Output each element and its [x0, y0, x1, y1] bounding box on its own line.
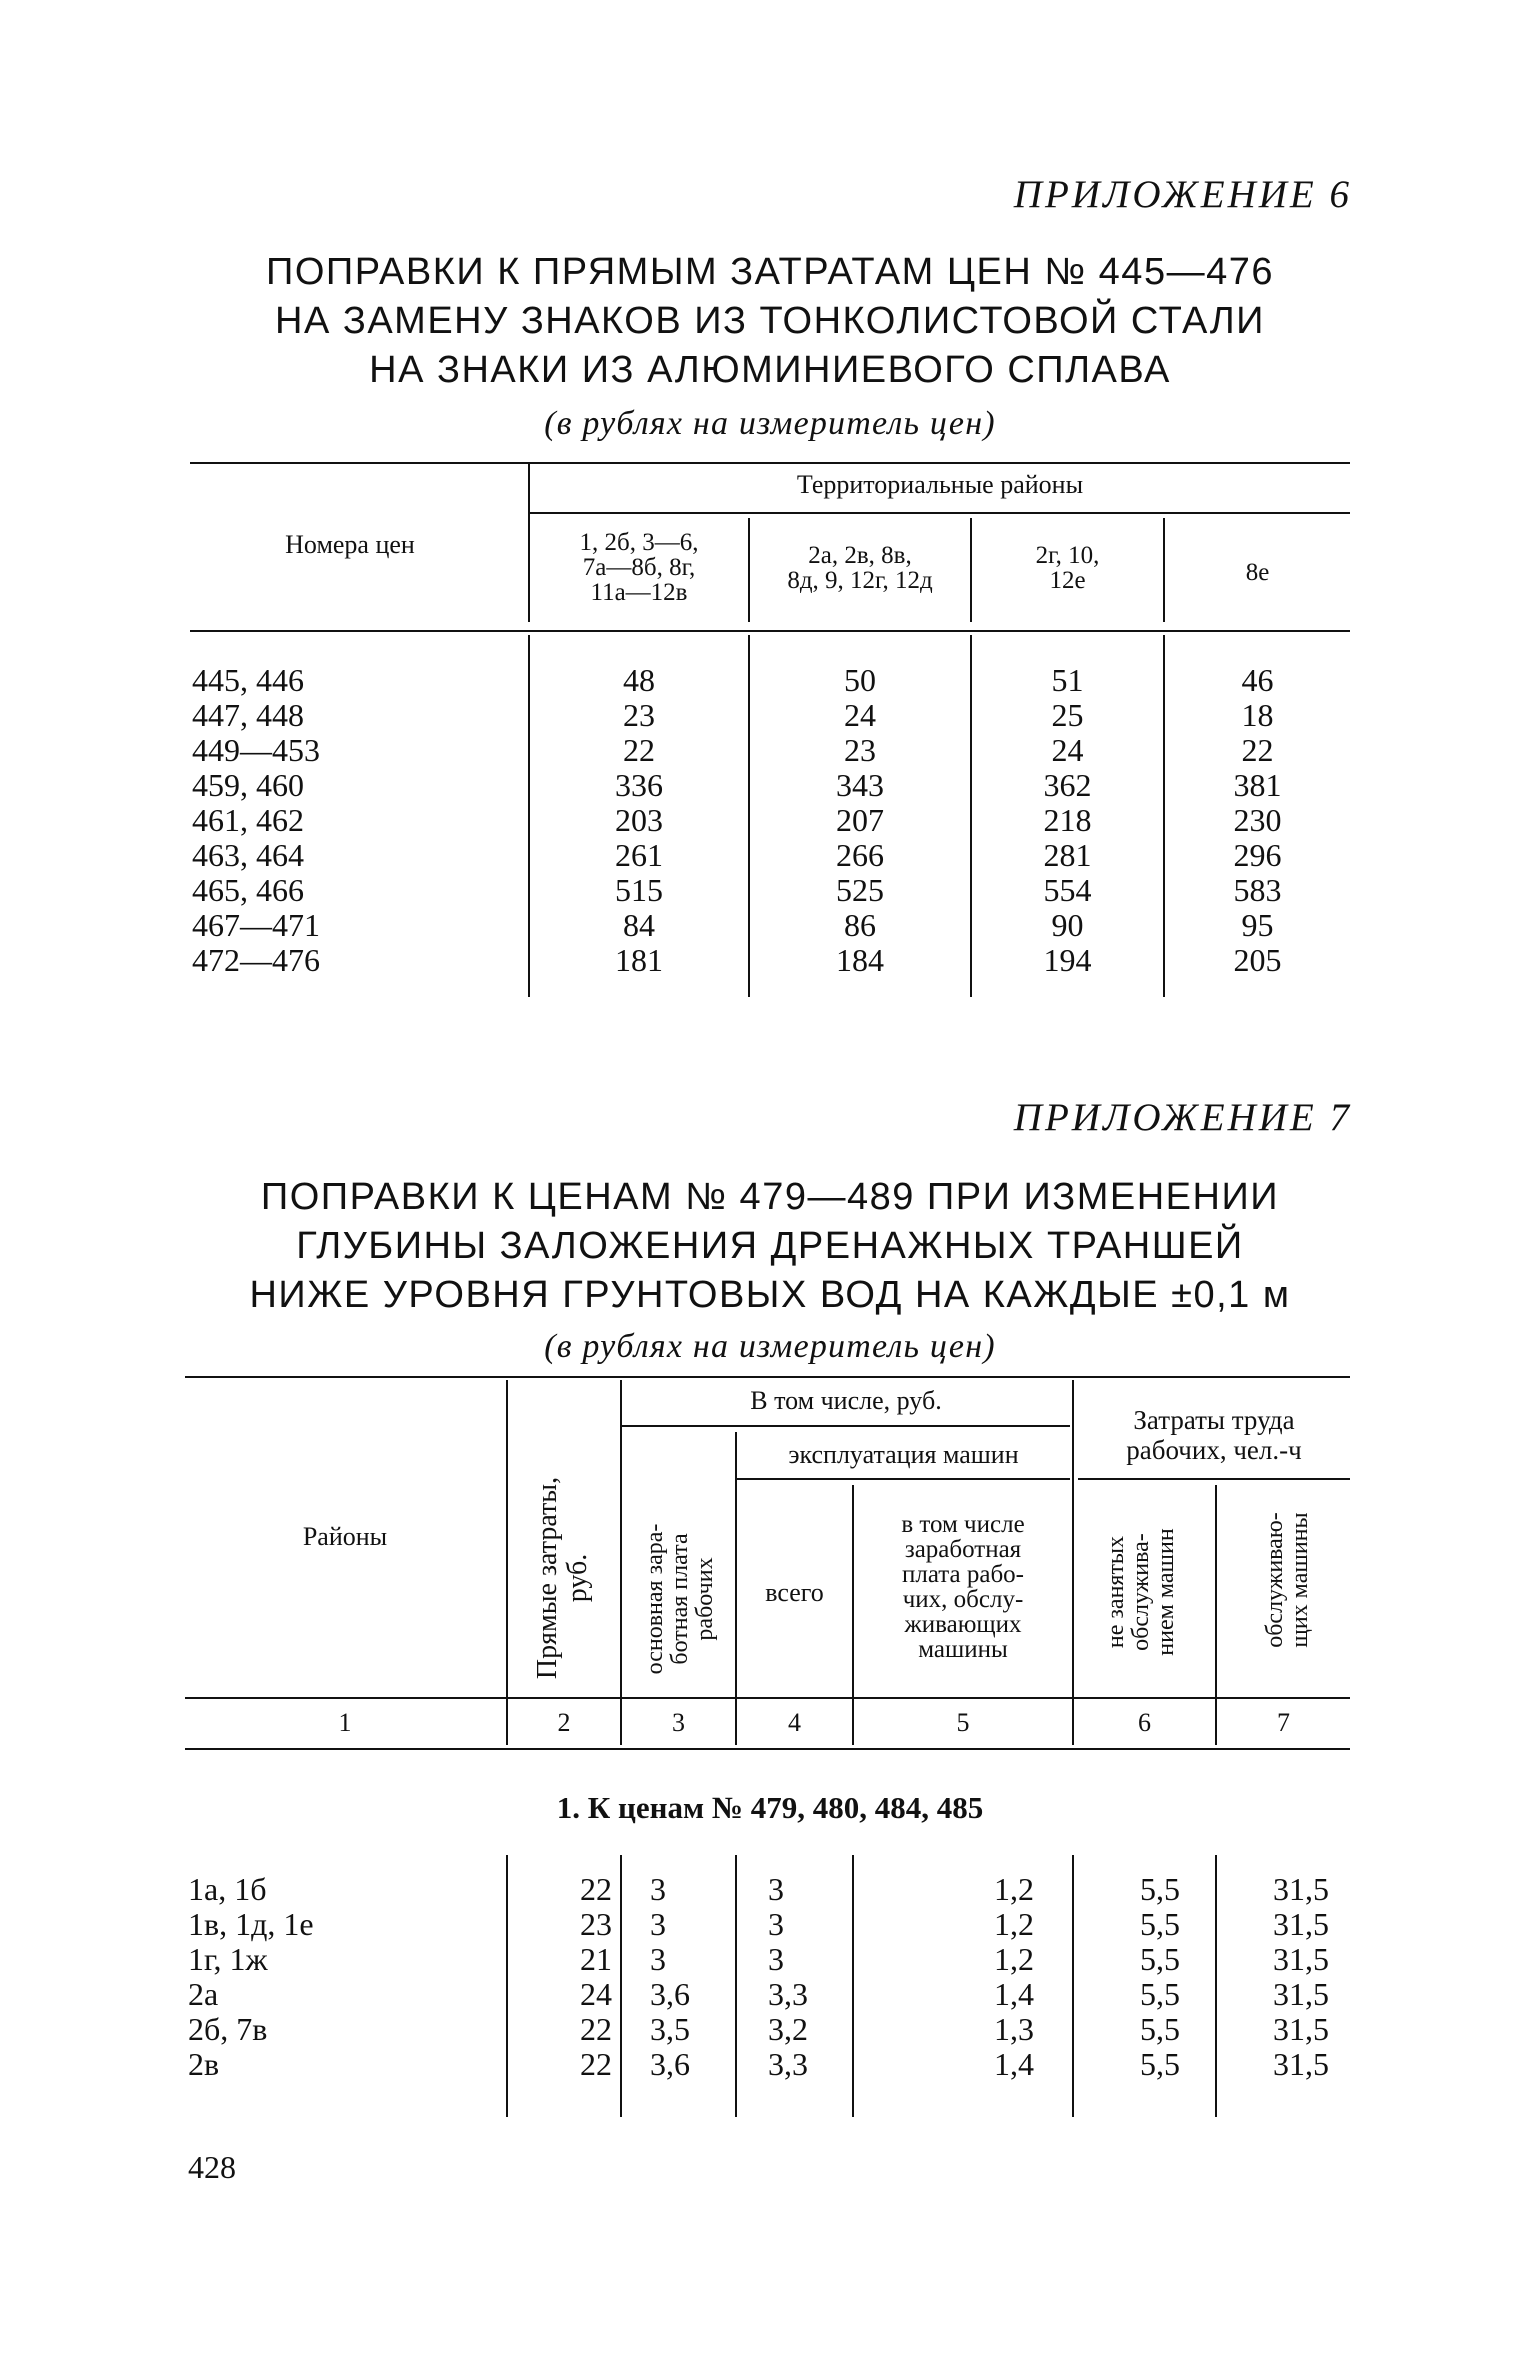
table-cell: 51 — [1051, 662, 1084, 698]
appendix-7-title — [180, 1173, 1360, 1320]
header-serving-machines: обслуживаю- щих машины — [1262, 1512, 1313, 1648]
table-cell: 22 — [580, 2011, 612, 2047]
table-cell: 465, 466 — [192, 872, 304, 908]
table-cell: 218 — [1043, 802, 1092, 838]
table-cell: 84 — [623, 907, 655, 943]
col-number: 4 — [788, 1708, 801, 1737]
table-cell: 203 — [615, 802, 663, 838]
col-number: 7 — [1277, 1708, 1290, 1737]
table-cell: 472—476 — [192, 942, 320, 978]
header-region-group-1: 1, 2б, 3—6, 7а—8б, 8г, 11а—12в — [579, 529, 699, 606]
table-cell: 5,5 — [1140, 1871, 1180, 1907]
table-cell: 266 — [836, 837, 884, 873]
table-cell: 261 — [615, 837, 663, 873]
table-cell: 31,5 — [1273, 1871, 1329, 1907]
table-cell: 1,4 — [994, 2046, 1034, 2082]
title-line: НИЖЕ УРОВНЯ ГРУНТОВЫХ ВОД НА КАЖДЫЕ ±0,1 м — [249, 1274, 1291, 1316]
table-cell: 343 — [836, 767, 884, 803]
table-cell: 1,2 — [994, 1941, 1034, 1977]
col-number: 3 — [672, 1708, 685, 1737]
table7-divider — [1215, 1485, 1217, 1745]
table-cell: 1,4 — [994, 1976, 1034, 2012]
table-cell: 3,6 — [650, 2046, 690, 2082]
header-machine-operation: эксплуатация машин — [788, 1440, 1019, 1469]
title-line: ПОПРАВКИ К ЦЕНАМ № 479—489 ПРИ ИЗМЕНЕНИИ — [260, 1176, 1280, 1218]
table-cell: 181 — [615, 942, 663, 978]
table-cell: 381 — [1233, 767, 1282, 803]
table6-col-region-2 — [750, 663, 970, 978]
table-cell: 5,5 — [1140, 2046, 1180, 2082]
header-not-serving-machines: не занятых обслужива- нием машин — [1103, 1528, 1179, 1656]
table-cell: 31,5 — [1273, 1941, 1329, 1977]
table-cell: 5,5 — [1140, 1976, 1180, 2012]
header-including-rub: В том числе, руб. — [750, 1386, 942, 1415]
page-number: 428 — [188, 2149, 236, 2185]
table-cell: 296 — [1233, 837, 1282, 873]
table7-group-rule — [735, 1478, 1070, 1480]
table-cell: 1,3 — [994, 2011, 1034, 2047]
table7-col-base-wage — [650, 1872, 735, 2082]
table-cell: 1в, 1д, 1е — [188, 1906, 314, 1942]
table-cell: 21 — [580, 1941, 612, 1977]
table-cell: 230 — [1233, 802, 1282, 838]
table-cell: 336 — [615, 767, 663, 803]
table-cell: 3 — [768, 1871, 784, 1907]
appendix-6-unit-note: (в рублях на измеритель цен) — [544, 405, 996, 442]
table-cell: 31,5 — [1273, 1976, 1329, 2012]
table-cell: 467—471 — [192, 907, 320, 943]
header-labor-costs: Затраты труда рабочих, чел.-ч — [1126, 1405, 1302, 1465]
header-total: всего — [765, 1578, 824, 1607]
table-cell: 31,5 — [1273, 1906, 1329, 1942]
table-cell: 22 — [580, 1871, 612, 1907]
title-line: НА ЗАМЕНУ ЗНАКОВ ИЗ ТОНКОЛИСТОВОЙ СТАЛИ — [275, 300, 1265, 342]
table-cell: 583 — [1233, 872, 1282, 908]
table-cell: 24 — [844, 697, 876, 733]
table-cell: 1,2 — [994, 1871, 1034, 1907]
table-cell: 23 — [623, 697, 655, 733]
table-cell: 362 — [1043, 767, 1092, 803]
table-cell: 207 — [836, 802, 884, 838]
table-cell: 18 — [1241, 697, 1274, 733]
table6-header-rule — [190, 630, 1350, 632]
header-regions: Районы — [302, 1522, 388, 1551]
table-cell: 3,2 — [768, 2011, 808, 2047]
col-number: 1 — [338, 1708, 352, 1737]
table-cell: 1а, 1б — [188, 1871, 267, 1907]
table-cell: 461, 462 — [192, 802, 304, 838]
table-cell: 3,3 — [768, 1976, 808, 2012]
table7-top-rule — [185, 1376, 1350, 1378]
header-region-group-4: 8е — [1245, 559, 1270, 586]
table-cell: 95 — [1241, 907, 1274, 943]
table-cell: 22 — [623, 732, 655, 768]
table7-col-direct-costs — [508, 1872, 612, 2082]
appendix-7-label: ПРИЛОЖЕНИЕ 7 — [1013, 1096, 1352, 1139]
table-cell: 3,6 — [650, 1976, 690, 2012]
table-cell: 24 — [1051, 732, 1084, 768]
table-cell: 24 — [580, 1976, 612, 2012]
table-cell: 445, 446 — [192, 662, 304, 698]
table-cell: 23 — [844, 732, 876, 768]
table-cell: 50 — [844, 662, 876, 698]
header-territorial-regions: Территориальные районы — [796, 470, 1084, 499]
table-cell: 5,5 — [1140, 1941, 1180, 1977]
table-cell: 449—453 — [192, 732, 320, 768]
table-cell: 22 — [580, 2046, 612, 2082]
appendix-6-title — [180, 248, 1360, 395]
table7-divider — [735, 1855, 737, 2117]
table7-col-machine-total — [768, 1872, 852, 2082]
table-cell: 554 — [1043, 872, 1092, 908]
table7-divider — [1072, 1380, 1074, 1745]
title-line: ПОПРАВКИ К ПРЯМЫМ ЗАТРАТАМ ЦЕН № 445—476 — [266, 251, 1274, 293]
table-cell: 459, 460 — [192, 767, 304, 803]
table-cell: 463, 464 — [192, 837, 304, 873]
table-cell: 31,5 — [1273, 2046, 1329, 2082]
table-cell: 5,5 — [1140, 1906, 1180, 1942]
table-cell: 525 — [836, 872, 884, 908]
appendix-6-label: ПРИЛОЖЕНИЕ 6 — [1013, 173, 1352, 216]
table-cell: 3 — [650, 1906, 666, 1942]
title-line: ГЛУБИНЫ ЗАЛОЖЕНИЯ ДРЕНАЖНЫХ ТРАНШЕЙ — [296, 1225, 1244, 1267]
section-heading: 1. К ценам № 479, 480, 484, 485 — [556, 1790, 984, 1825]
header-price-numbers: Номера цен — [285, 530, 415, 559]
table-cell: 46 — [1241, 662, 1274, 698]
table-cell: 1,2 — [994, 1906, 1034, 1942]
table6-col-region-3 — [972, 663, 1163, 978]
table7-divider — [620, 1855, 622, 2117]
table-cell: 281 — [1043, 837, 1092, 873]
header-base-wage: основная зара- ботная плата рабочих — [642, 1523, 718, 1675]
table6-col-prices — [192, 663, 320, 978]
header-including-wage: в том числе заработная плата рабо- чих, обслу- живающих машины — [901, 1511, 1025, 1663]
table-cell: 515 — [615, 872, 663, 908]
table7-col-machine-wage — [854, 1872, 1034, 2082]
table7-divider — [620, 1380, 622, 1745]
table7-col-labor-serving — [1217, 1872, 1329, 2082]
table-cell: 3 — [650, 1941, 666, 1977]
header-direct-costs: Прямые затраты, руб. — [532, 1476, 593, 1680]
table7-col-regions — [188, 1872, 314, 2082]
table-cell: 3 — [768, 1941, 784, 1977]
appendix-7-unit-note: (в рублях на измеритель цен) — [544, 1328, 996, 1365]
table-cell: 90 — [1051, 907, 1084, 943]
table-cell: 2б, 7в — [188, 2011, 268, 2047]
table-cell: 86 — [844, 907, 876, 943]
table-cell: 447, 448 — [192, 697, 304, 733]
header-region-group-2: 2а, 2в, 8в, 8д, 9, 12г, 12д — [787, 542, 933, 594]
table-cell: 194 — [1043, 942, 1092, 978]
table-cell: 1г, 1ж — [188, 1941, 268, 1977]
table6-col-region-1 — [530, 663, 748, 978]
table6-top-rule — [190, 462, 1350, 464]
table6-col-region-4 — [1165, 663, 1350, 978]
table-cell: 23 — [580, 1906, 612, 1942]
table-cell: 25 — [1051, 697, 1084, 733]
table-cell: 205 — [1233, 942, 1282, 978]
table-cell: 5,5 — [1140, 2011, 1180, 2047]
table6-group-rule — [530, 512, 1350, 514]
table-cell: 22 — [1241, 732, 1274, 768]
table-cell: 2в — [188, 2046, 220, 2082]
table-cell: 3,3 — [768, 2046, 808, 2082]
col-number: 6 — [1138, 1708, 1151, 1737]
table7-col-labor-not-serving — [1074, 1872, 1180, 2082]
table-cell: 3,5 — [650, 2011, 690, 2047]
table-cell: 3 — [650, 1871, 666, 1907]
col-number: 5 — [956, 1708, 970, 1737]
table7-divider — [506, 1380, 508, 1745]
table-cell: 48 — [623, 662, 655, 698]
table-cell: 2а — [188, 1976, 219, 2012]
title-line: НА ЗНАКИ ИЗ АЛЮМИНИЕВОГО СПЛАВА — [369, 349, 1171, 391]
header-region-group-3: 2г, 10, 12е — [1035, 542, 1100, 594]
table7-group-rule — [620, 1425, 1070, 1427]
table-cell: 31,5 — [1273, 2011, 1329, 2047]
table7-header-rule — [185, 1748, 1350, 1750]
col-number: 2 — [557, 1708, 571, 1737]
table-cell: 184 — [836, 942, 884, 978]
table-cell: 3 — [768, 1906, 784, 1942]
